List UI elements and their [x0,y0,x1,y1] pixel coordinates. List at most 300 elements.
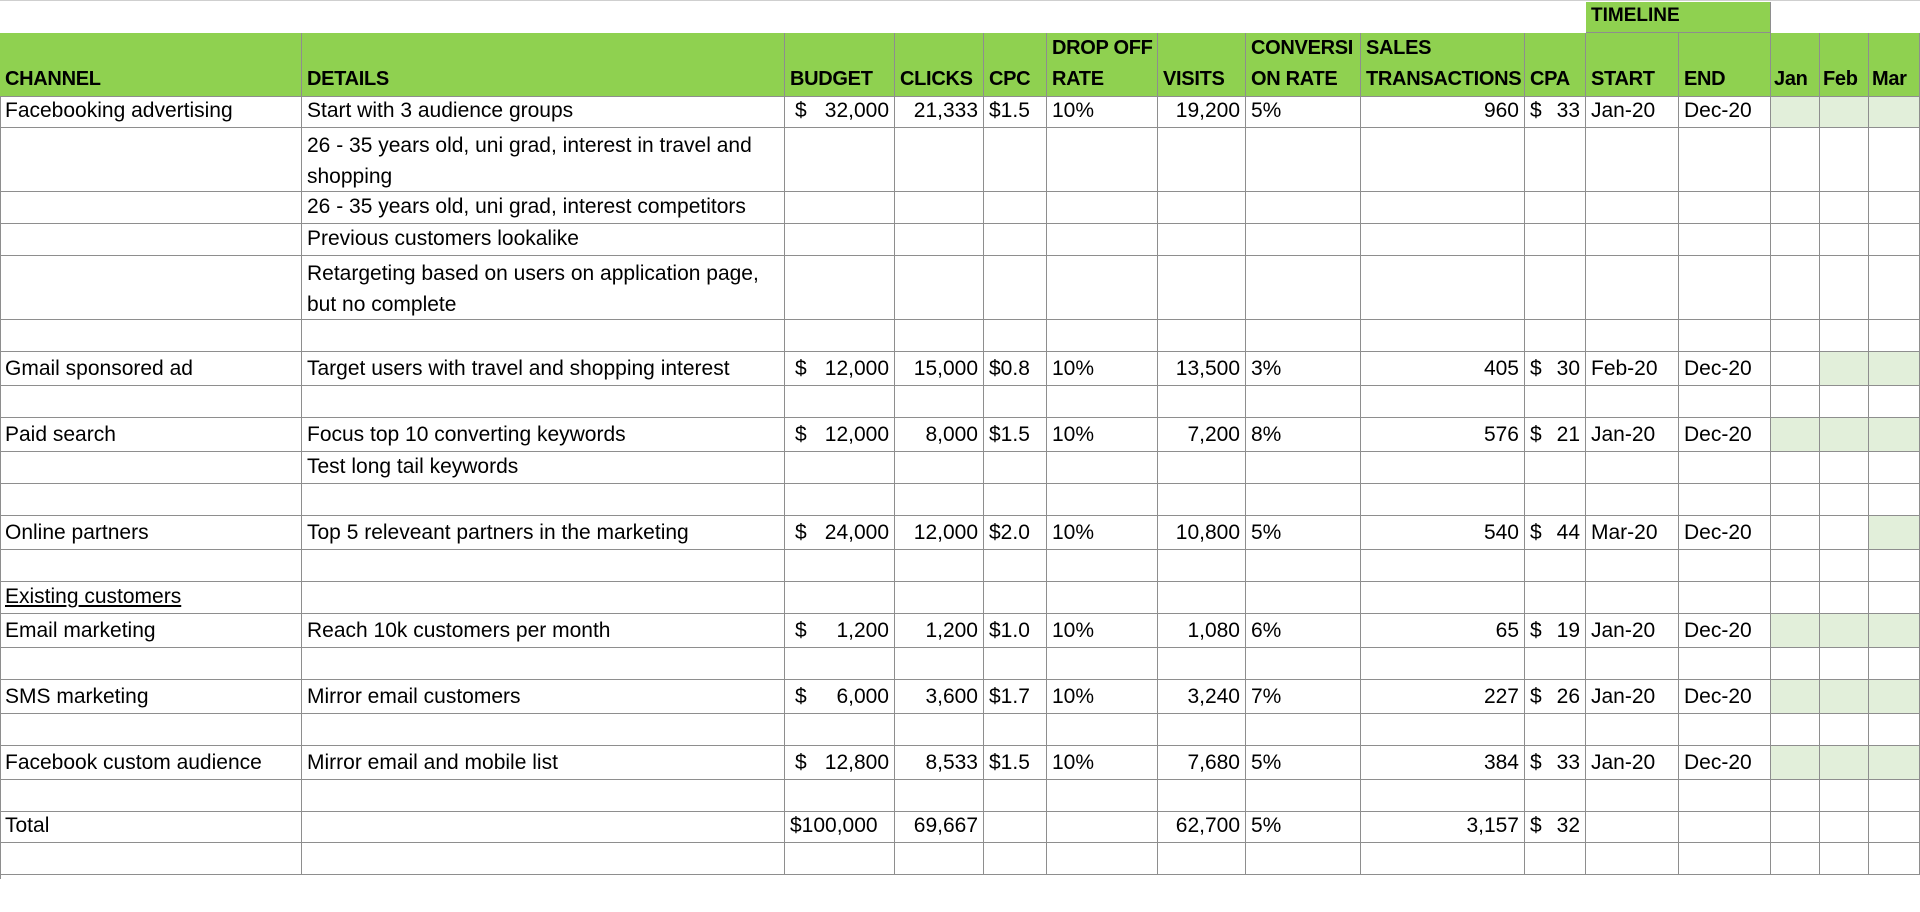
row-18-month-mar-active[interactable] [1869,746,1920,780]
row-16-budget[interactable] [785,680,895,714]
row-19-month-mar[interactable] [1869,780,1920,812]
row-21-month-feb[interactable] [1820,843,1869,875]
row-10-cpa[interactable] [1525,484,1586,516]
header-visits[interactable] [1158,33,1246,97]
row-4-start[interactable] [1586,256,1679,320]
row-4-sales-transactions[interactable] [1361,256,1525,320]
row-1-visits[interactable] [1158,128,1246,192]
row-3-month-feb[interactable] [1820,224,1869,256]
row-21-month-jan[interactable] [1771,843,1820,875]
row-6-budget[interactable] [785,352,895,386]
row-17-details[interactable] [302,714,785,746]
row-1-drop-off-rate[interactable] [1047,128,1158,192]
row-3-budget[interactable] [785,224,895,256]
row-8-cpc[interactable] [984,418,1047,452]
row-7-details[interactable] [302,386,785,418]
row-10-start[interactable] [1586,484,1679,516]
row-12-month-jan[interactable] [1771,550,1820,582]
row-20-conversion-rate[interactable] [1246,812,1361,843]
row-5-sales-transactions[interactable] [1361,320,1525,352]
row-17-visits[interactable] [1158,714,1246,746]
row-19-cpa[interactable] [1525,780,1586,812]
row-11-month-mar-active[interactable] [1869,516,1920,550]
row-21-start[interactable] [1586,843,1679,875]
row-13-visits[interactable] [1158,582,1246,614]
row-20-end[interactable] [1679,812,1771,843]
row-8-channel[interactable] [0,418,302,452]
row-13-drop-off-rate[interactable] [1047,582,1158,614]
row-11-clicks[interactable] [895,516,984,550]
row-18-budget[interactable] [785,746,895,780]
row-5-cpc[interactable] [984,320,1047,352]
row-6-cpa[interactable] [1525,352,1586,386]
row-17-month-jan[interactable] [1771,714,1820,746]
row-13-budget[interactable] [785,582,895,614]
row-20-month-jan[interactable] [1771,812,1820,843]
row-16-drop-off-rate[interactable] [1047,680,1158,714]
row-0-visits[interactable] [1158,97,1246,128]
row-11-cpc[interactable] [984,516,1047,550]
row-21-sales-transactions[interactable] [1361,843,1525,875]
row-3-visits[interactable] [1158,224,1246,256]
row-16-start[interactable] [1586,680,1679,714]
row-14-month-mar-active[interactable] [1869,614,1920,648]
row-21-cpc[interactable] [984,843,1047,875]
header-feb[interactable] [1820,33,1869,97]
row-14-clicks[interactable] [895,614,984,648]
row-5-month-mar[interactable] [1869,320,1920,352]
row-20-visits[interactable] [1158,812,1246,843]
row-18-conversion-rate[interactable] [1246,746,1361,780]
row-14-details[interactable] [302,614,785,648]
row-10-channel[interactable] [0,484,302,516]
row-2-conversion-rate[interactable] [1246,192,1361,224]
row-2-cpa[interactable] [1525,192,1586,224]
header-details[interactable] [302,33,785,97]
row-6-sales-transactions[interactable] [1361,352,1525,386]
row-9-details[interactable] [302,452,785,484]
row-4-visits[interactable] [1158,256,1246,320]
row-20-month-feb[interactable] [1820,812,1869,843]
row-18-drop-off-rate[interactable] [1047,746,1158,780]
row-5-channel[interactable] [0,320,302,352]
row-14-month-jan-active[interactable] [1771,614,1820,648]
row-12-month-feb[interactable] [1820,550,1869,582]
row-13-month-feb[interactable] [1820,582,1869,614]
row-8-clicks[interactable] [895,418,984,452]
row-18-sales-transactions[interactable] [1361,746,1525,780]
row-16-month-feb-active[interactable] [1820,680,1869,714]
row-9-cpa[interactable] [1525,452,1586,484]
row-15-channel[interactable] [0,648,302,680]
row-6-details[interactable] [302,352,785,386]
row-5-end[interactable] [1679,320,1771,352]
row-8-sales-transactions[interactable] [1361,418,1525,452]
row-15-cpc[interactable] [984,648,1047,680]
row-4-month-jan[interactable] [1771,256,1820,320]
row-21-details[interactable] [302,843,785,875]
row-21-budget[interactable] [785,843,895,875]
row-10-conversion-rate[interactable] [1246,484,1361,516]
row-14-conversion-rate[interactable] [1246,614,1361,648]
row-14-budget[interactable] [785,614,895,648]
header-sales-transactions[interactable] [1361,33,1525,97]
row-1-cpc[interactable] [984,128,1047,192]
row-6-cpc[interactable] [984,352,1047,386]
row-0-details[interactable] [302,97,785,128]
row-12-visits[interactable] [1158,550,1246,582]
row-14-cpa[interactable] [1525,614,1586,648]
row-3-start[interactable] [1586,224,1679,256]
row-12-conversion-rate[interactable] [1246,550,1361,582]
row-0-start[interactable] [1586,97,1679,128]
row-4-month-feb[interactable] [1820,256,1869,320]
row-11-sales-transactions[interactable] [1361,516,1525,550]
row-9-cpc[interactable] [984,452,1047,484]
row-13-sales-transactions[interactable] [1361,582,1525,614]
row-19-end[interactable] [1679,780,1771,812]
row-15-end[interactable] [1679,648,1771,680]
row-14-cpc[interactable] [984,614,1047,648]
row-19-budget[interactable] [785,780,895,812]
row-10-budget[interactable] [785,484,895,516]
row-17-budget[interactable] [785,714,895,746]
row-8-conversion-rate[interactable] [1246,418,1361,452]
row-5-month-jan[interactable] [1771,320,1820,352]
header-drop-off-rate[interactable] [1047,33,1158,97]
row-9-month-jan[interactable] [1771,452,1820,484]
row-7-cpc[interactable] [984,386,1047,418]
row-9-clicks[interactable] [895,452,984,484]
row-4-conversion-rate[interactable] [1246,256,1361,320]
row-14-visits[interactable] [1158,614,1246,648]
row-14-sales-transactions[interactable] [1361,614,1525,648]
row-7-month-mar[interactable] [1869,386,1920,418]
row-10-month-mar[interactable] [1869,484,1920,516]
row-4-cpc[interactable] [984,256,1047,320]
row-8-start[interactable] [1586,418,1679,452]
row-17-end[interactable] [1679,714,1771,746]
row-20-channel[interactable] [0,812,302,843]
row-13-channel[interactable] [0,582,302,614]
row-3-month-mar[interactable] [1869,224,1920,256]
row-11-conversion-rate[interactable] [1246,516,1361,550]
row-13-end[interactable] [1679,582,1771,614]
row-15-month-feb[interactable] [1820,648,1869,680]
row-13-details[interactable] [302,582,785,614]
row-12-month-mar[interactable] [1869,550,1920,582]
row-20-month-mar[interactable] [1869,812,1920,843]
row-20-sales-transactions[interactable] [1361,812,1525,843]
row-0-conversion-rate[interactable] [1246,97,1361,128]
header-end[interactable] [1679,33,1771,97]
row-1-budget[interactable] [785,128,895,192]
row-20-clicks[interactable] [895,812,984,843]
row-4-clicks[interactable] [895,256,984,320]
row-1-sales-transactions[interactable] [1361,128,1525,192]
row-12-budget[interactable] [785,550,895,582]
row-13-clicks[interactable] [895,582,984,614]
row-21-cpa[interactable] [1525,843,1586,875]
row-0-clicks[interactable] [895,97,984,128]
row-7-conversion-rate[interactable] [1246,386,1361,418]
row-1-channel[interactable] [0,128,302,192]
row-20-drop-off-rate[interactable] [1047,812,1158,843]
row-10-sales-transactions[interactable] [1361,484,1525,516]
row-10-end[interactable] [1679,484,1771,516]
row-8-drop-off-rate[interactable] [1047,418,1158,452]
row-13-cpc[interactable] [984,582,1047,614]
row-9-month-feb[interactable] [1820,452,1869,484]
row-16-visits[interactable] [1158,680,1246,714]
row-3-conversion-rate[interactable] [1246,224,1361,256]
row-0-sales-transactions[interactable] [1361,97,1525,128]
row-6-month-jan[interactable] [1771,352,1820,386]
row-16-clicks[interactable] [895,680,984,714]
row-2-details[interactable] [302,192,785,224]
row-13-cpa[interactable] [1525,582,1586,614]
row-6-month-feb-active[interactable] [1820,352,1869,386]
row-14-month-feb-active[interactable] [1820,614,1869,648]
row-18-clicks[interactable] [895,746,984,780]
row-5-details[interactable] [302,320,785,352]
row-0-budget[interactable] [785,97,895,128]
row-11-start[interactable] [1586,516,1679,550]
row-7-visits[interactable] [1158,386,1246,418]
row-12-end[interactable] [1679,550,1771,582]
row-9-month-mar[interactable] [1869,452,1920,484]
row-0-drop-off-rate[interactable] [1047,97,1158,128]
row-18-cpc[interactable] [984,746,1047,780]
row-2-month-jan[interactable] [1771,192,1820,224]
row-3-sales-transactions[interactable] [1361,224,1525,256]
row-2-cpc[interactable] [984,192,1047,224]
header-start[interactable] [1586,33,1679,97]
row-17-cpc[interactable] [984,714,1047,746]
timeline-header[interactable] [1586,2,1771,33]
row-18-end[interactable] [1679,746,1771,780]
row-17-drop-off-rate[interactable] [1047,714,1158,746]
row-17-clicks[interactable] [895,714,984,746]
row-20-budget[interactable] [785,812,895,843]
row-16-cpc[interactable] [984,680,1047,714]
row-16-sales-transactions[interactable] [1361,680,1525,714]
row-13-month-jan[interactable] [1771,582,1820,614]
row-5-visits[interactable] [1158,320,1246,352]
row-0-cpc[interactable] [984,97,1047,128]
row-7-month-feb[interactable] [1820,386,1869,418]
row-19-channel[interactable] [0,780,302,812]
row-12-start[interactable] [1586,550,1679,582]
row-7-channel[interactable] [0,386,302,418]
row-3-month-jan[interactable] [1771,224,1820,256]
row-0-end[interactable] [1679,97,1771,128]
row-18-channel[interactable] [0,746,302,780]
row-17-conversion-rate[interactable] [1246,714,1361,746]
row-11-month-jan[interactable] [1771,516,1820,550]
header-cpc[interactable] [984,33,1047,97]
row-21-visits[interactable] [1158,843,1246,875]
row-4-details[interactable] [302,256,785,320]
row-10-clicks[interactable] [895,484,984,516]
row-15-budget[interactable] [785,648,895,680]
row-10-visits[interactable] [1158,484,1246,516]
row-21-month-mar[interactable] [1869,843,1920,875]
row-14-channel[interactable] [0,614,302,648]
row-6-end[interactable] [1679,352,1771,386]
row-18-visits[interactable] [1158,746,1246,780]
row-12-cpc[interactable] [984,550,1047,582]
row-6-visits[interactable] [1158,352,1246,386]
row-7-sales-transactions[interactable] [1361,386,1525,418]
row-2-drop-off-rate[interactable] [1047,192,1158,224]
row-15-details[interactable] [302,648,785,680]
row-2-month-feb[interactable] [1820,192,1869,224]
row-1-clicks[interactable] [895,128,984,192]
row-15-start[interactable] [1586,648,1679,680]
row-11-visits[interactable] [1158,516,1246,550]
row-3-end[interactable] [1679,224,1771,256]
row-8-budget[interactable] [785,418,895,452]
row-2-visits[interactable] [1158,192,1246,224]
row-15-month-jan[interactable] [1771,648,1820,680]
row-19-clicks[interactable] [895,780,984,812]
row-16-conversion-rate[interactable] [1246,680,1361,714]
row-8-visits[interactable] [1158,418,1246,452]
row-12-details[interactable] [302,550,785,582]
row-5-budget[interactable] [785,320,895,352]
row-7-drop-off-rate[interactable] [1047,386,1158,418]
row-3-drop-off-rate[interactable] [1047,224,1158,256]
row-20-details[interactable] [302,812,785,843]
row-3-cpc[interactable] [984,224,1047,256]
row-9-start[interactable] [1586,452,1679,484]
row-2-budget[interactable] [785,192,895,224]
row-15-clicks[interactable] [895,648,984,680]
row-15-drop-off-rate[interactable] [1047,648,1158,680]
header-budget[interactable] [785,33,895,97]
row-19-month-jan[interactable] [1771,780,1820,812]
row-4-cpa[interactable] [1525,256,1586,320]
row-16-month-mar-active[interactable] [1869,680,1920,714]
row-18-month-feb-active[interactable] [1820,746,1869,780]
row-6-conversion-rate[interactable] [1246,352,1361,386]
row-11-budget[interactable] [785,516,895,550]
row-17-sales-transactions[interactable] [1361,714,1525,746]
row-6-clicks[interactable] [895,352,984,386]
row-10-month-jan[interactable] [1771,484,1820,516]
row-9-sales-transactions[interactable] [1361,452,1525,484]
row-1-month-feb[interactable] [1820,128,1869,192]
row-2-clicks[interactable] [895,192,984,224]
row-9-conversion-rate[interactable] [1246,452,1361,484]
row-4-month-mar[interactable] [1869,256,1920,320]
header-cpa[interactable] [1525,33,1586,97]
row-4-budget[interactable] [785,256,895,320]
row-17-start[interactable] [1586,714,1679,746]
row-12-drop-off-rate[interactable] [1047,550,1158,582]
row-14-start[interactable] [1586,614,1679,648]
row-10-details[interactable] [302,484,785,516]
row-9-visits[interactable] [1158,452,1246,484]
row-17-month-mar[interactable] [1869,714,1920,746]
row-11-end[interactable] [1679,516,1771,550]
row-7-end[interactable] [1679,386,1771,418]
row-18-start[interactable] [1586,746,1679,780]
row-5-month-feb[interactable] [1820,320,1869,352]
row-8-month-jan-active[interactable] [1771,418,1820,452]
row-21-conversion-rate[interactable] [1246,843,1361,875]
row-1-cpa[interactable] [1525,128,1586,192]
row-16-cpa[interactable] [1525,680,1586,714]
row-12-clicks[interactable] [895,550,984,582]
row-19-drop-off-rate[interactable] [1047,780,1158,812]
row-19-start[interactable] [1586,780,1679,812]
row-8-month-mar-active[interactable] [1869,418,1920,452]
row-1-start[interactable] [1586,128,1679,192]
row-21-clicks[interactable] [895,843,984,875]
row-10-month-feb[interactable] [1820,484,1869,516]
row-1-conversion-rate[interactable] [1246,128,1361,192]
row-18-details[interactable] [302,746,785,780]
row-1-end[interactable] [1679,128,1771,192]
row-19-month-feb[interactable] [1820,780,1869,812]
row-17-cpa[interactable] [1525,714,1586,746]
row-19-cpc[interactable] [984,780,1047,812]
row-5-start[interactable] [1586,320,1679,352]
row-15-conversion-rate[interactable] [1246,648,1361,680]
row-15-visits[interactable] [1158,648,1246,680]
row-8-details[interactable] [302,418,785,452]
row-20-cpa[interactable] [1525,812,1586,843]
row-11-details[interactable] [302,516,785,550]
row-9-end[interactable] [1679,452,1771,484]
row-7-start[interactable] [1586,386,1679,418]
row-10-cpc[interactable] [984,484,1047,516]
row-0-month-jan-active[interactable] [1771,97,1820,128]
row-6-channel[interactable] [0,352,302,386]
row-19-sales-transactions[interactable] [1361,780,1525,812]
row-16-month-jan-active[interactable] [1771,680,1820,714]
row-0-cpa[interactable] [1525,97,1586,128]
row-1-details[interactable] [302,128,785,192]
row-2-month-mar[interactable] [1869,192,1920,224]
row-8-end[interactable] [1679,418,1771,452]
row-8-month-feb-active[interactable] [1820,418,1869,452]
row-5-clicks[interactable] [895,320,984,352]
row-9-channel[interactable] [0,452,302,484]
row-17-channel[interactable] [0,714,302,746]
row-4-drop-off-rate[interactable] [1047,256,1158,320]
row-12-cpa[interactable] [1525,550,1586,582]
row-4-end[interactable] [1679,256,1771,320]
row-12-sales-transactions[interactable] [1361,550,1525,582]
row-16-end[interactable] [1679,680,1771,714]
row-20-start[interactable] [1586,812,1679,843]
row-15-month-mar[interactable] [1869,648,1920,680]
row-5-conversion-rate[interactable] [1246,320,1361,352]
row-7-cpa[interactable] [1525,386,1586,418]
row-18-month-jan-active[interactable] [1771,746,1820,780]
row-16-channel[interactable] [0,680,302,714]
row-13-start[interactable] [1586,582,1679,614]
row-17-month-feb[interactable] [1820,714,1869,746]
row-3-clicks[interactable] [895,224,984,256]
row-8-cpa[interactable] [1525,418,1586,452]
row-1-month-mar[interactable] [1869,128,1920,192]
header-conversi-on-rate[interactable] [1246,33,1361,97]
row-21-end[interactable] [1679,843,1771,875]
